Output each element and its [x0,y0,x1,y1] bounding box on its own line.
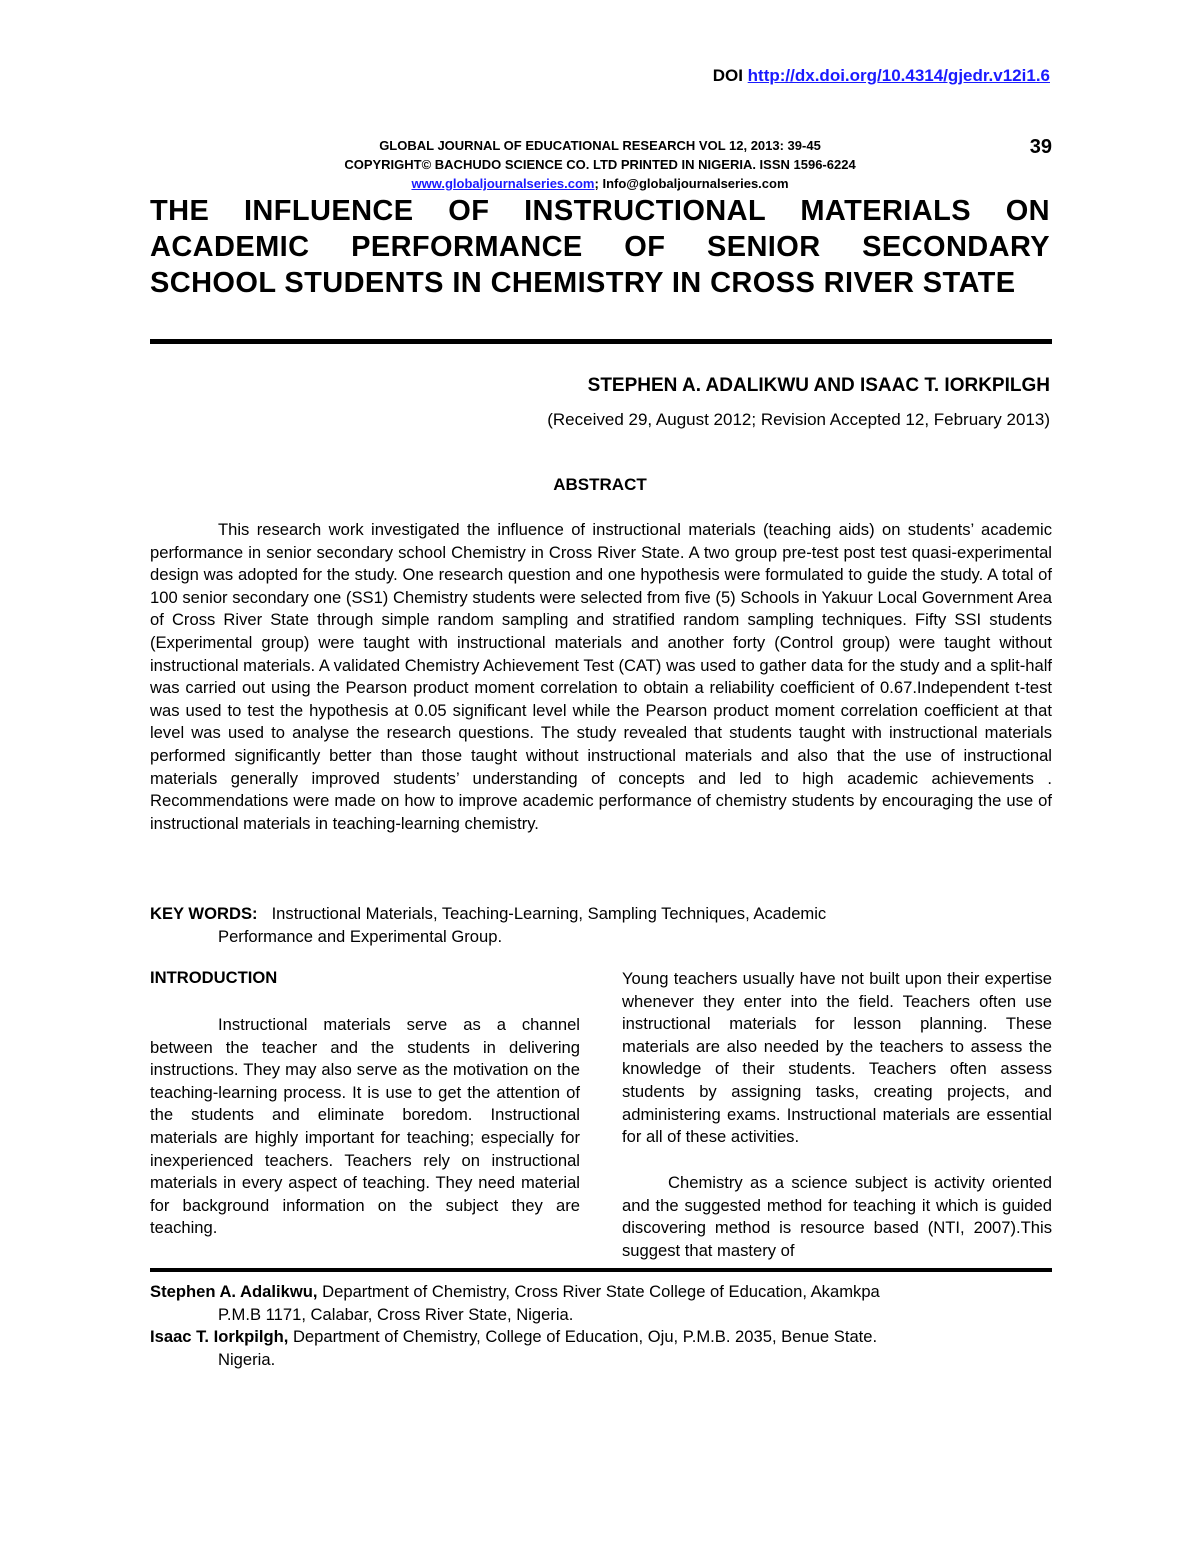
paper-title: THE INFLUENCE OF INSTRUCTIONAL MATERIALS ON ACADEMIC PERFORMANCE OF SENIOR SECONDARY SCHOOL STUDENTS IN CHEMISTRY IN CROSS RIVER STATE [150,195,1050,299]
journal-separator: ; [594,176,599,191]
title-divider [150,339,1052,344]
keywords-line-1: Instructional Materials, Teaching-Learning, Sampling Techniques, Academic [271,904,827,923]
doi-link[interactable]: http://dx.doi.org/10.4314/gjedr.v12i1.6 [747,66,1050,85]
affiliation-2-line-1: Department of Chemistry, College of Education, Oju, P.M.B. 2035, Benue State. [292,1327,878,1346]
abstract-body: This research work investigated the influence of instructional materials (teaching aids) on students’ academic performance in senior secondary school Chemistry in Cross River State. A two group pre-test post test quasi-experimental design was adopted for the study. One research question and one hypothesis were formulated to guide the study. A total of 100 senior secondary one (SS1) Chemistry students were selected from five (5) Schools in Yakuur Local Government Area of Cross River State through simple random sampling and stratified random sampling techniques. Fifty SSI students (Experimental group) were taught with instructional materials and another forty (Control group) were taught without instructional materials. A validated Chemistry Achievement Test (CAT) was used to gather data for the study and a split-half was carried out using the Pearson product moment correlation to obtain a reliability coefficient of 0.67.Independent t-test was used to test the hypothesis at 0.05 significant level while the Pearson product moment correlation coefficient at that level was used to analyse the research questions. The study revealed that students taught with instructional materials performed significantly better than those taught without instructional materials and also that the use of instructional materials generally improved students’ understanding of concepts and led to high academic achievements . Recommendations were made on how to improve academic performance of chemistry students by encouraging the use of instructional materials in teaching-learning chemistry. [150,520,1052,833]
affiliation-2-name: Isaac T. Iorkpilgh, [150,1327,289,1346]
doi-line [713,66,1050,86]
affiliation-2-line-2: Nigeria. [218,1349,276,1369]
journal-website-link[interactable]: www.globaljournalseries.com [411,176,595,191]
keywords-label: KEY WORDS: [150,904,258,923]
keywords [150,902,1052,948]
page-number: 39 [1029,136,1052,158]
received-dates: (Received 29, August 2012; Revision Accepted 12, February 2013) [547,410,1050,429]
introduction-left-paragraph: Instructional materials serve as a channel between the teacher and the students in delivering instructions. They may also serve as the motivation on the teaching-learning process. It is use to get the attention of the students and eliminate boredom. Instructional materials are highly important for teaching; especially for inexperienced teachers. Teachers rely on instructional materials in every aspect of teaching. They need material for background information on the subject they are teaching. [150,1015,580,1238]
introduction-right-paragraph-1: Young teachers usually have not built upon their expertise whenever they enter into the field. Teachers often use instructional materials for lesson planning. These materials are also needed by the teachers to assess the knowledge of their students. Teachers often assess students by assigning tasks, creating projects, and administering exams. Instructional materials are essential for all of these activities. [622,969,1052,1147]
introduction-heading: INTRODUCTION [150,968,278,987]
introduction-right-paragraph-2: Chemistry as a science subject is activity oriented and the suggested method for teaching it which is guided discovering method is resource based (NTI, 2007).This suggest that mastery of [622,1173,1052,1260]
affiliation-1-line-2: P.M.B 1171, Calabar, Cross River State, Nigeria. [218,1304,574,1324]
journal-line-1: GLOBAL JOURNAL OF EDUCATIONAL RESEARCH VOL 12, 2013: 39-45 [379,138,821,153]
journal-line-2: COPYRIGHT© BACHUDO SCIENCE CO. LTD PRINTED IN NIGERIA. ISSN 1596-6224 [344,157,856,172]
journal-email: Info@globaljournalseries.com [602,176,789,191]
affiliation-1 [150,1281,1052,1326]
footnote-divider [150,1268,1052,1272]
affiliation-2 [150,1326,1052,1371]
abstract-heading: ABSTRACT [553,475,647,494]
keywords-line-2: Performance and Experimental Group. [218,927,503,946]
affiliation-1-line-1: Department of Chemistry, Cross River State College of Education, Akamkpa [322,1282,880,1301]
doi-label: DOI [712,66,743,85]
journal-header [150,136,1050,193]
paper-authors: STEPHEN A. ADALIKWU AND ISAAC T. IORKPILGH [587,375,1050,396]
affiliation-1-name: Stephen A. Adalikwu, [150,1282,318,1301]
journal-line-3 [150,174,1050,193]
